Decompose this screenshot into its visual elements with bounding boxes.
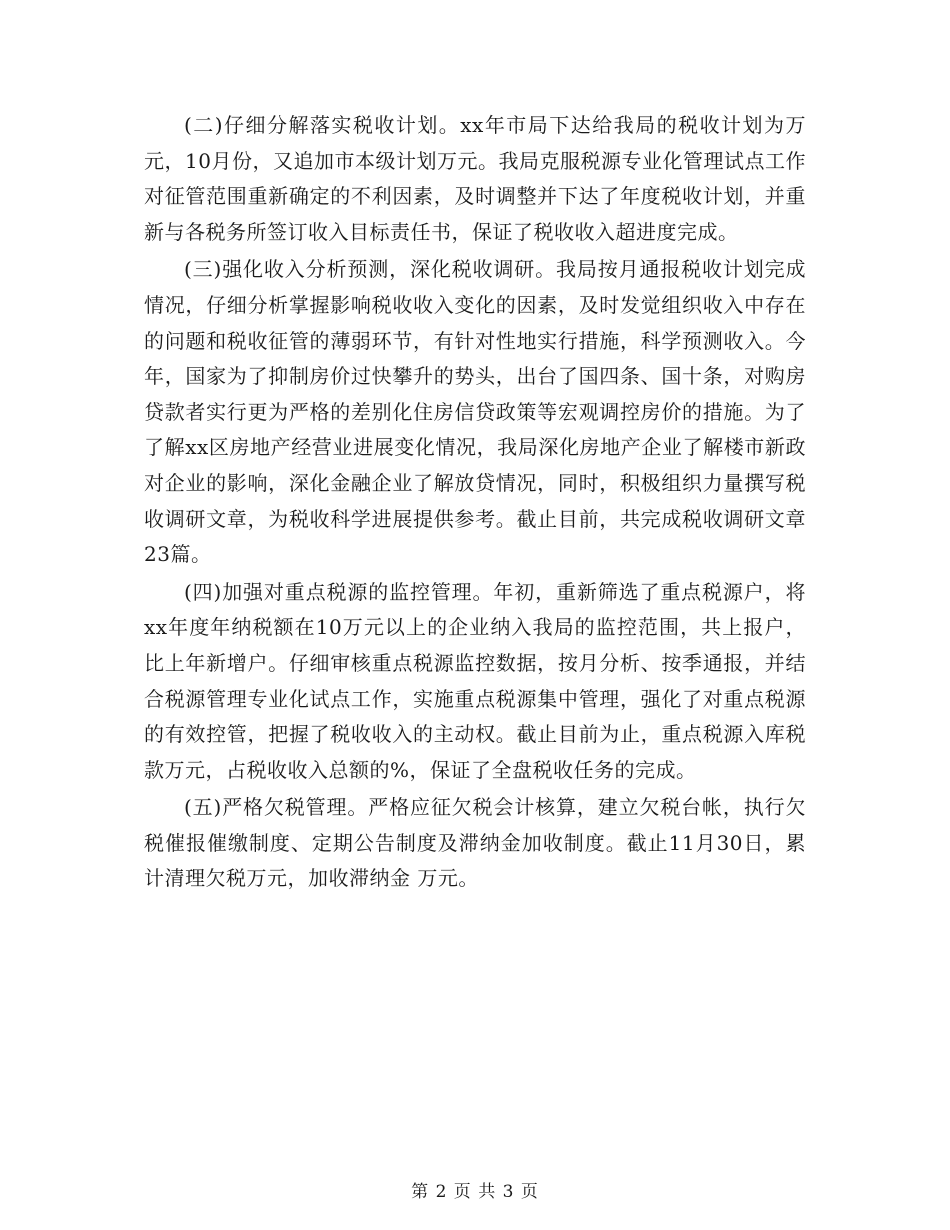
paragraph-key-tax-sources: (四)加强对重点税源的监控管理。年初，重新筛选了重点税源户，将xx年度年纳税额在10万元以上的企业纳入我局的监控范围，共上报户，比上年新增户。仔细审核重点税源监控数据，按月分析、按季通报，并结合税源管理专业化试点工作，实施重点税源集中管理，强化了对重点税源的有效控管，把握了税收收入的主动权。截止目前为止，重点税源入库税款万元，占税收收入总额的%，保证了全盘税收任务的完成。 (144, 579, 806, 782)
document-body (144, 108, 806, 899)
paragraph-tax-plan: (二)仔细分解落实税收计划。xx年市局下达给我局的税收计划为万元，10月份，又追加市本级计划万元。我局克服税源专业化管理试点工作对征管范围重新确定的不利因素，及时调整并下达了年度税收计划，并重新与各税务所签订收入目标责任书，保证了税收收入超进度完成。 (144, 113, 806, 244)
paragraph-revenue-analysis: (三)强化收入分析预测，深化税收调研。我局按月通报税收计划完成情况，仔细分析掌握影响税收收入变化的因素，及时发觉组织收入中存在的问题和税收征管的薄弱环节，有针对性地实行措施，科学预测收入。今年，国家为了抑制房价过快攀升的势头，出台了国四条、国十条，对购房贷款者实行更为严格的差别化住房信贷政策等宏观调控房价的措施。为了了解xx区房地产经营业进展变化情况，我局深化房地产企业了解楼市新政对企业的影响，深化金融企业了解放贷情况，同时，积极组织力量撰写税收调研文章，为税收科学进展提供参考。截止目前，共完成税收调研文章23篇。 (144, 257, 806, 567)
page-number-footer: 第 2 页 共 3 页 (411, 1182, 539, 1202)
paragraph-arrears-management: (五)严格欠税管理。严格应征欠税会计核算，建立欠税台帐，执行欠税催报催缴制度、定期公告制度及滞纳金加收制度。截止11月30日，累计清理欠税万元，加收滞纳金 万元。 (144, 795, 806, 891)
